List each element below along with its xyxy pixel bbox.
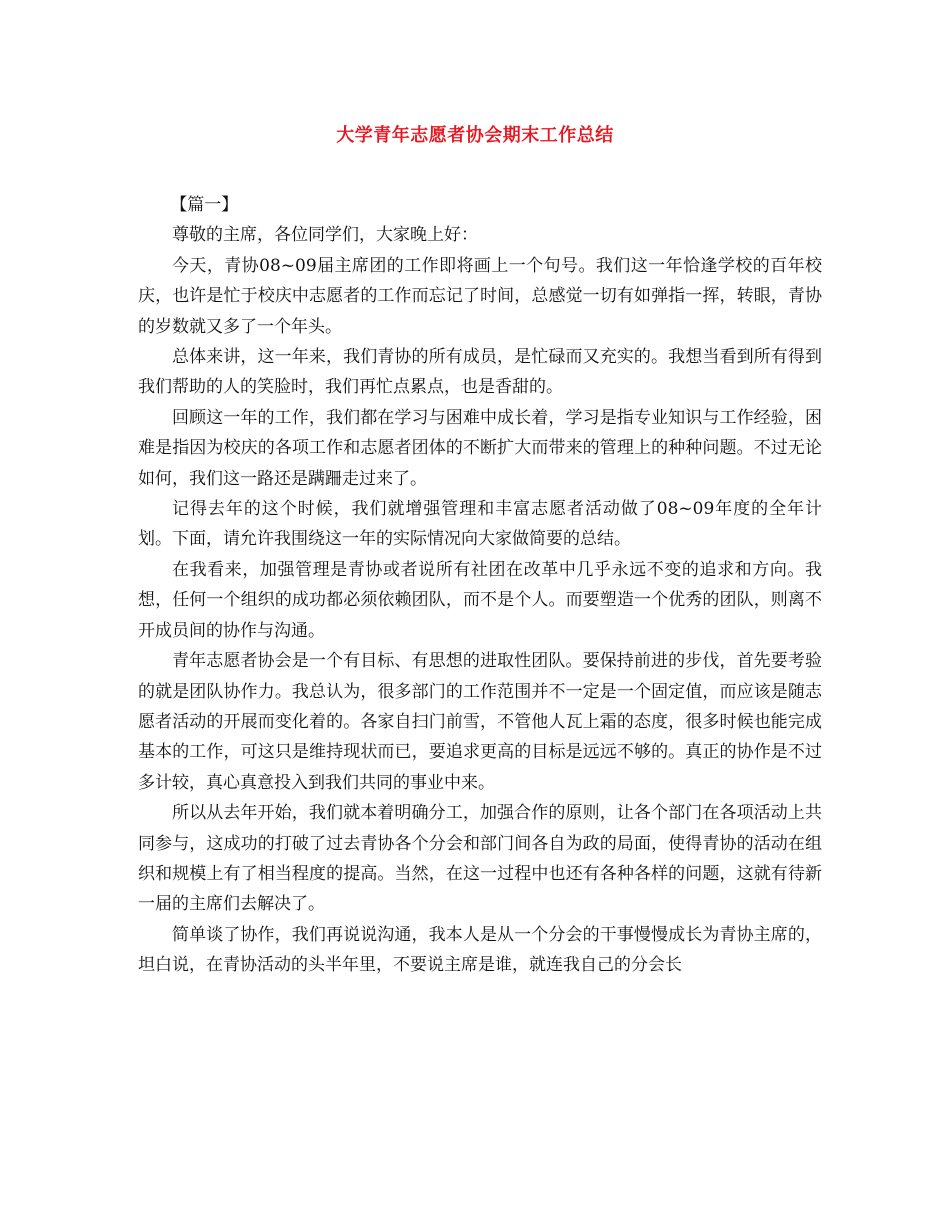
paragraph: 回顾这一年的工作，我们都在学习与困难中成长着，学习是指专业知识与工作经验，困难是指因为校庆的各项工作和志愿者团体的不断扩大而带来的管理上的种种问题。不过无论如何，我们这一路还是蹒跚走过来了。 xyxy=(138,407,822,489)
paragraph: 在我看来，加强管理是青协或者说所有社团在改革中几乎永远不变的追求和方向。我想，任何一个组织的成功都必须依赖团队，而不是个人。而要塑造一个优秀的团队，则离不开成员间的协作与沟通。 xyxy=(138,559,822,641)
document-body xyxy=(138,190,822,981)
paragraph: 青年志愿者协会是一个有目标、有思想的进取性团队。要保持前进的步伐，首先要考验的就是团队协作力。我总认为，很多部门的工作范围并不一定是一个固定值，而应该是随志愿者活动的开展而变化着的。各家自扫门前雪，不管他人瓦上霜的态度，很多时候也能完成基本的工作，可这只是维持现状而已，要追求更高的目标是远远不够的。真正的协作是不过多计较，真心真意投入到我们共同的事业中来。 xyxy=(138,651,822,793)
paragraph-greeting: 尊敬的主席，各位同学们，大家晚上好： xyxy=(172,225,478,246)
paragraph: 总体来讲，这一年来，我们青协的所有成员，是忙碌而又充实的。我想当看到所有得到我们帮助的人的笑脸时，我们再忙点累点，也是香甜的。 xyxy=(138,347,822,398)
paragraph: 今天，青协08~09届主席团的工作即将画上一个句号。我们这一年恰逢学校的百年校庆，也许是忙于校庆中志愿者的工作而忘记了时间，总感觉一切有如弹指一挥，转眼，青协的岁数就又多了一个年头。 xyxy=(138,255,822,337)
paragraph: 所以从去年开始，我们就本着明确分工，加强合作的原则，让各个部门在各项活动上共同参与，这成功的打破了过去青协各个分会和部门间各自为政的局面，使得青协的活动在组织和规模上有了相当程度的提高。当然，在这一过程中也还有各种各样的问题，这就有待新一届的主席们去解决了。 xyxy=(138,803,822,915)
document-title: 大学青年志愿者协会期末工作总结 xyxy=(336,125,614,146)
paragraph: 记得去年的这个时候，我们就增强管理和丰富志愿者活动做了08~09年度的全年计划。下面，请允许我围绕这一年的实际情况向大家做简要的总结。 xyxy=(138,499,822,550)
section-label: 【篇一】 xyxy=(170,195,239,215)
paragraph: 简单谈了协作，我们再说说沟通，我本人是从一个分会的干事慢慢成长为青协主席的，坦白说，在青协活动的头半年里，不要说主席是谁，就连我自己的分会长 xyxy=(138,924,822,976)
